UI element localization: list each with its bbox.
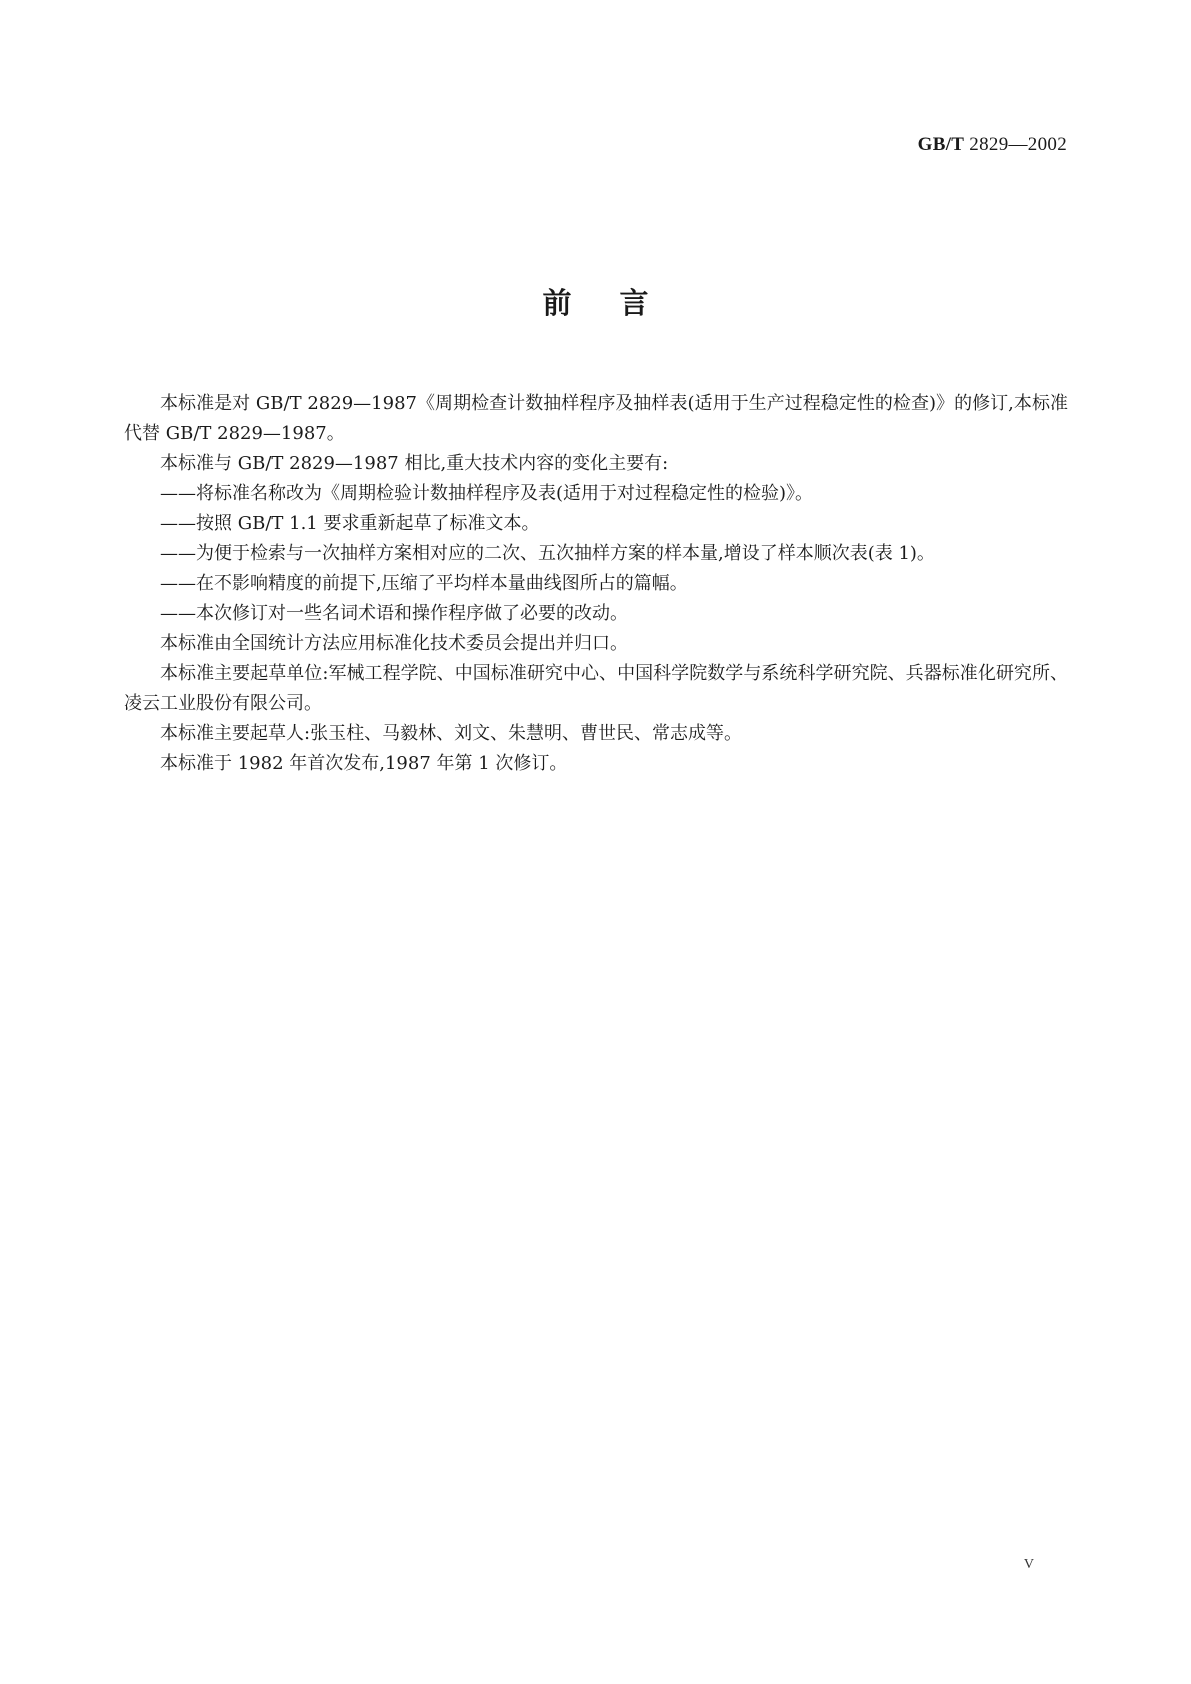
standard-prefix: GB/T [917,134,965,155]
paragraph-responsible-committee: 本标准由全国统计方法应用标准化技术委员会提出并归口。 [160,633,628,654]
change-item: ——将标准名称改为《周期检验计数抽样程序及表(适用于对过程稳定性的检验)》。 [160,483,814,504]
paragraph-publication-history: 本标准于 1982 年首次发布,1987 年第 1 次修订。 [160,753,568,774]
change-item: ——本次修订对一些名词术语和操作程序做了必要的改动。 [160,603,628,624]
change-item: ——为便于检索与一次抽样方案相对应的二次、五次抽样方案的样本量,增设了样本顺次表(表 1)。 [160,543,935,564]
paragraph-drafters: 本标准主要起草人:张玉柱、马毅林、刘文、朱慧明、曹世民、常志成等。 [160,723,743,744]
change-item: ——按照 GB/T 1.1 要求重新起草了标准文本。 [160,513,540,534]
paragraph-changes-intro: 本标准与 GB/T 2829—1987 相比,重大技术内容的变化主要有: [160,453,669,474]
standard-number [918,134,1067,156]
page-number: V [1023,1557,1034,1572]
paragraph-drafting-units: 本标准主要起草单位:军械工程学院、中国标准研究中心、中国科学院数学与系统科学研究院、兵器标准化研究所、凌云工业股份有限公司。 [124,663,1068,714]
change-item: ——在不影响精度的前提下,压缩了平均样本量曲线图所占的篇幅。 [160,573,688,594]
foreword-body [124,389,1068,779]
paragraph-revision-note: 本标准是对 GB/T 2829—1987《周期检查计数抽样程序及抽样表(适用于生产过程稳定性的检查)》的修订,本标准代替 GB/T 2829—1987。 [124,393,1068,444]
page-title: 前言 [542,286,697,320]
standard-code: 2829—2002 [964,134,1067,155]
